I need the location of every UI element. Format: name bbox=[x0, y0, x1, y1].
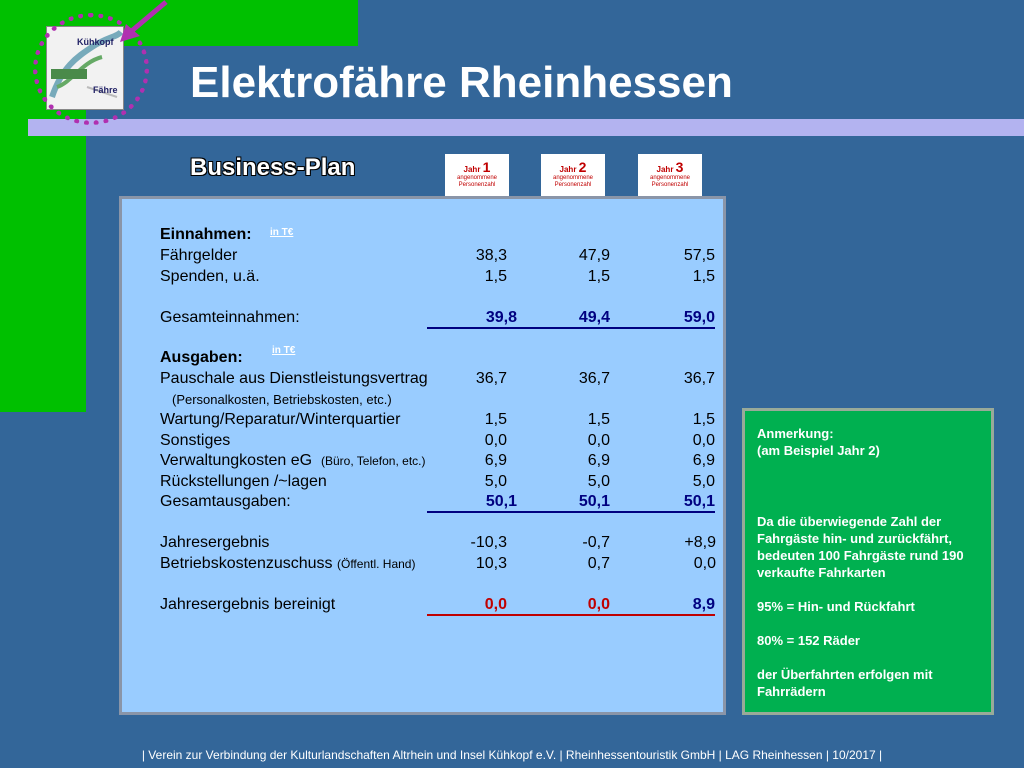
logo-label-top: Kühkopf bbox=[77, 37, 114, 47]
pauschale-note: (Personalkosten, Betriebskosten, etc.) bbox=[172, 392, 392, 407]
table-row-jahresergebnis: Jahresergebnis -10,3 -0,7 +8,9 bbox=[160, 534, 716, 551]
footer-text: | Verein zur Verbindung der Kulturlandschaften Altrhein und Insel Kühkopf e.V. | Rheinhessentouristik GmbH | LAG Rheinhessen | 10/2017 | bbox=[141, 748, 883, 762]
note-paragraph-2: 95% = Hin- und Rückfahrt bbox=[757, 599, 915, 614]
table-row-zuschuss: Betriebskostenzuschuss (Öffentl. Hand) 10,3 0,7 0,0 bbox=[160, 555, 716, 572]
logo-label-bottom: Fähre bbox=[93, 85, 118, 95]
einnahmen-unit: in T€ bbox=[270, 227, 294, 238]
page-subtitle: Business-Plan bbox=[190, 154, 356, 181]
page-title: Elektrofähre Rheinhessen bbox=[190, 58, 733, 107]
table-row-pauschale: Pauschale aus Dienstleistungsvertrag 36,7 36,7 36,7 bbox=[160, 370, 715, 387]
note-box bbox=[742, 408, 994, 715]
note-subtitle: (am Beispiel Jahr 2) bbox=[757, 443, 880, 458]
year-card-2: Jahr 2 angenommene Personenzahl bbox=[541, 154, 605, 220]
einnahmen-heading: Einnahmen: bbox=[160, 226, 252, 243]
pointer-arrow-icon bbox=[116, 0, 172, 44]
note-paragraph-3: 80% = 152 Räder bbox=[757, 633, 860, 648]
table-row-rueckstellungen: Rückstellungen /~lagen 5,0 5,0 5,0 bbox=[160, 473, 715, 490]
table-row-sonstiges: Sonstiges 0,0 0,0 0,0 bbox=[160, 432, 715, 449]
note-paragraph-4: der Überfahrten erfolgen mit Fahrrädern bbox=[757, 667, 933, 699]
title-underline-bar bbox=[28, 119, 1024, 136]
year-card-1: Jahr 1 angenommene Personenzahl bbox=[445, 154, 509, 220]
table-row-bereinigt: Jahresergebnis bereinigt 0,0 0,0 8,9 bbox=[160, 596, 720, 616]
table-row-wartung: Wartung/Reparatur/Winterquartier 1,5 1,5 1,5 bbox=[160, 411, 715, 428]
table-row-spenden: Spenden, u.ä. 1,5 1,5 1,5 bbox=[160, 268, 715, 285]
ausgaben-heading: Ausgaben: bbox=[160, 349, 243, 366]
table-row-gesamteinnahmen: Gesamteinnahmen: 39,8 49,4 59,0 bbox=[160, 309, 720, 329]
note-paragraph-1: Da die überwiegende Zahl der Fahrgäste hin- und zurückfährt, bedeuten 100 Fahrgäste rund 190 verkaufte Fahrkarten bbox=[757, 514, 964, 580]
table-row-verwaltung: Verwaltungkosten eG (Büro, Telefon, etc.) 6,9 6,9 6,9 bbox=[160, 452, 715, 469]
note-title: Anmerkung: bbox=[757, 426, 834, 441]
table-row-gesamtausgaben: Gesamtausgaben: 50,1 50,1 50,1 bbox=[160, 493, 720, 513]
table-row-faehrgelder: Fährgelder 38,3 47,9 57,5 bbox=[160, 247, 715, 264]
ausgaben-unit: in T€ bbox=[272, 345, 296, 356]
year-card-3: Jahr 3 angenommene Personenzahl bbox=[638, 154, 702, 220]
